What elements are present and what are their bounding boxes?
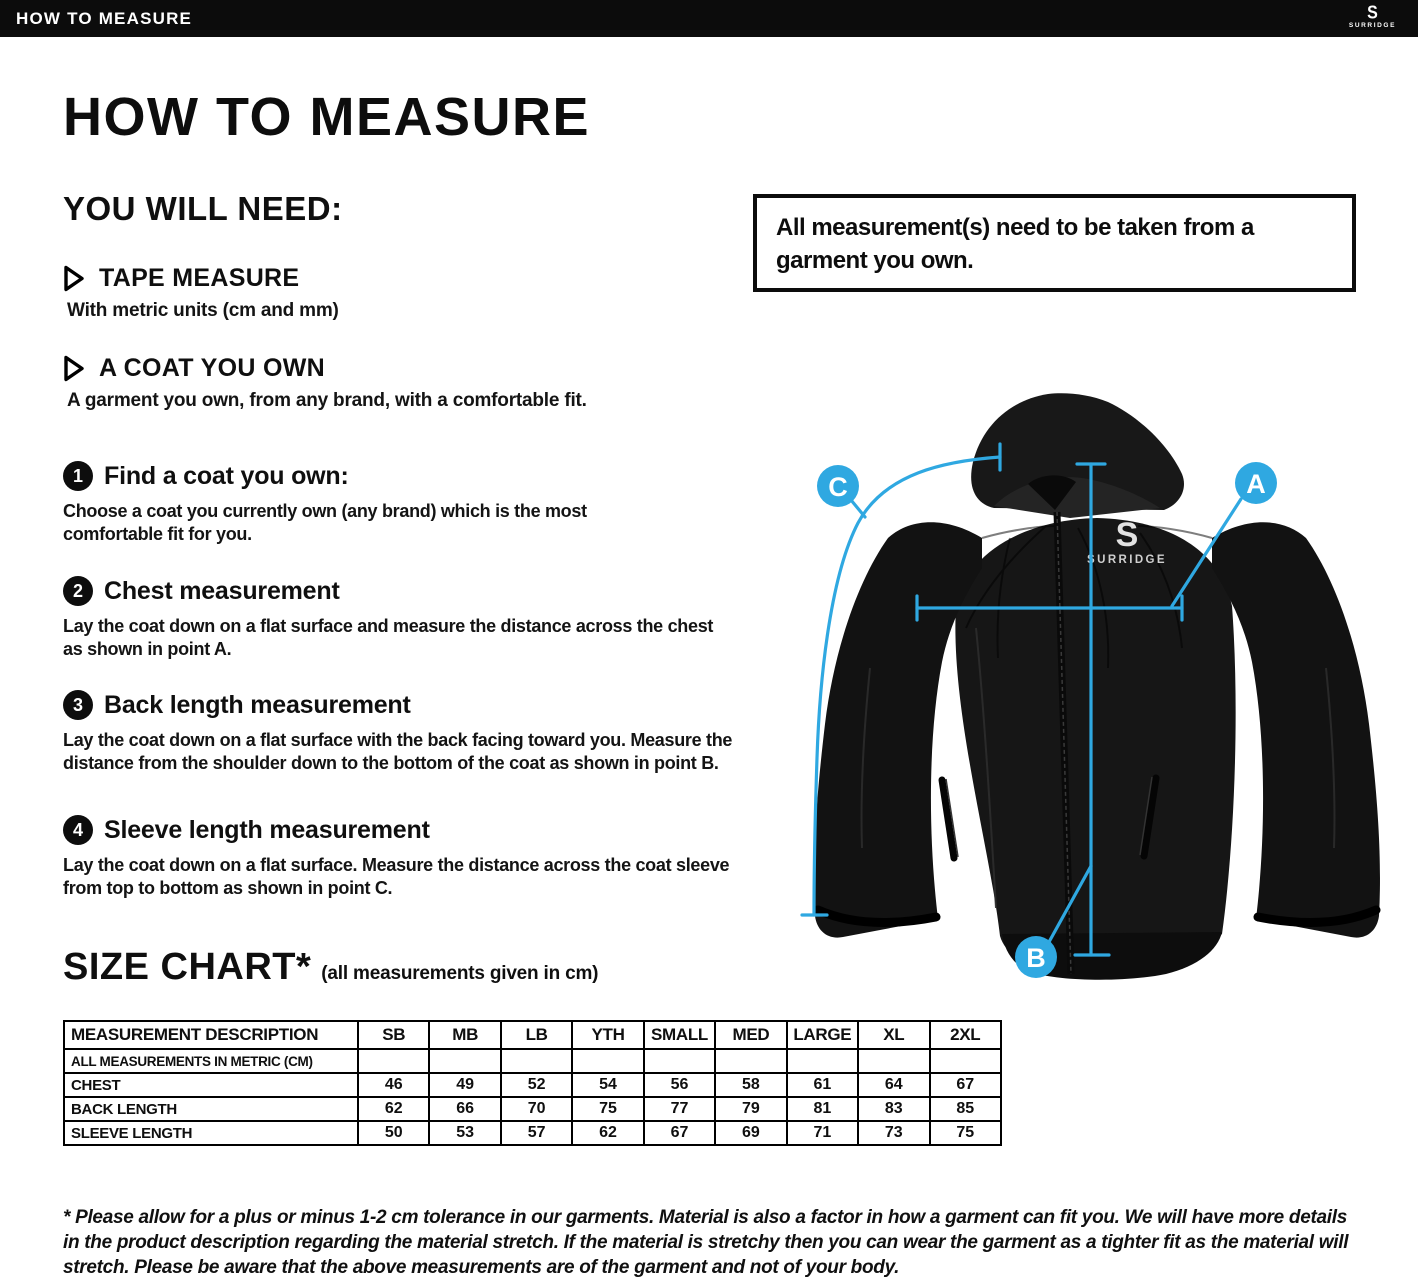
- size-value-cell: 66: [429, 1097, 500, 1121]
- size-chart-table: [63, 1020, 1002, 1146]
- step-number-badge: 3: [63, 690, 93, 720]
- size-value-cell: 83: [858, 1097, 929, 1121]
- row-label: CHEST: [64, 1073, 358, 1097]
- size-value-cell: [858, 1049, 929, 1073]
- size-value-cell: 50: [358, 1121, 429, 1145]
- size-value-cell: 62: [358, 1097, 429, 1121]
- garment-logo-text: SURRIDGE: [1087, 554, 1167, 566]
- size-value-cell: [358, 1049, 429, 1073]
- size-value-cell: 71: [787, 1121, 858, 1145]
- you-will-need-heading: YOU WILL NEED:: [63, 190, 343, 227]
- column-header-size: XL: [858, 1021, 929, 1049]
- size-chart-heading: [63, 946, 598, 989]
- size-value-cell: [644, 1049, 715, 1073]
- step-title: Back length measurement: [104, 690, 411, 719]
- size-value-cell: 61: [787, 1073, 858, 1097]
- top-bar: [0, 0, 1418, 37]
- need-item-description: With metric units (cm and mm): [67, 300, 339, 321]
- step-1: [63, 461, 663, 546]
- need-item-title: TAPE MEASURE: [99, 264, 300, 292]
- size-value-cell: 75: [572, 1097, 643, 1121]
- point-b-badge: [1015, 936, 1057, 978]
- size-value-cell: 58: [715, 1073, 786, 1097]
- size-value-cell: 67: [930, 1073, 1002, 1097]
- column-header-description: MEASUREMENT DESCRIPTION: [64, 1021, 358, 1049]
- footnote-text: * Please allow for a plus or minus 1-2 cm tolerance in our garments. Material is also a factor in how a garment can fit you. We will have more details in the product description regarding the material stretch. If the material is stretchy then you can wear the garment as a tighter fit as the material will stretch. Please be aware that the above measurements are of the garment and not of your body.: [63, 1207, 1349, 1278]
- step-number-badge: 2: [63, 576, 93, 606]
- step-body: Lay the coat down on a flat surface. Measure the distance across the coat sleeve from top to bottom as shown in point C.: [63, 855, 730, 898]
- size-value-cell: 57: [501, 1121, 572, 1145]
- size-chart-row: [64, 1049, 1001, 1073]
- step-body: Lay the coat down on a flat surface and measure the distance across the chest as shown in point A.: [63, 616, 714, 659]
- size-value-cell: [787, 1049, 858, 1073]
- column-header-size: SMALL: [644, 1021, 715, 1049]
- jacket-measurement-diagram: [770, 368, 1418, 1023]
- size-value-cell: 56: [644, 1073, 715, 1097]
- point-b-label: B: [1026, 943, 1046, 973]
- note-box: [753, 194, 1356, 292]
- column-header-size: LB: [501, 1021, 572, 1049]
- point-a-label: A: [1246, 469, 1266, 499]
- size-value-cell: [715, 1049, 786, 1073]
- size-value-cell: [930, 1049, 1002, 1073]
- row-label: BACK LENGTH: [64, 1097, 358, 1121]
- surridge-s-icon: S: [1367, 3, 1378, 24]
- size-value-cell: 53: [429, 1121, 500, 1145]
- size-value-cell: 73: [858, 1121, 929, 1145]
- page-title: HOW TO MEASURE: [63, 87, 591, 147]
- surridge-logo-text: SURRIDGE: [1348, 22, 1396, 30]
- step-number-badge: 1: [63, 461, 93, 491]
- size-chart-title: SIZE CHART*: [63, 946, 312, 988]
- column-header-size: MB: [429, 1021, 500, 1049]
- size-value-cell: 77: [644, 1097, 715, 1121]
- size-value-cell: 79: [715, 1097, 786, 1121]
- row-label: ALL MEASUREMENTS IN METRIC (CM): [64, 1049, 358, 1073]
- size-value-cell: 85: [930, 1097, 1002, 1121]
- step-2: [63, 576, 735, 661]
- step-title: Find a coat you own:: [104, 461, 349, 490]
- column-header-size: SB: [358, 1021, 429, 1049]
- point-a-badge: [1235, 462, 1277, 504]
- point-c-connector: [851, 500, 865, 517]
- size-value-cell: 70: [501, 1097, 572, 1121]
- size-chart-subtitle: (all measurements given in cm): [321, 963, 599, 984]
- step-3: [63, 690, 735, 775]
- size-chart-row: [64, 1121, 1001, 1145]
- step-title: Sleeve length measurement: [104, 815, 430, 844]
- step-number-badge: 4: [63, 815, 93, 845]
- column-header-size: LARGE: [787, 1021, 858, 1049]
- arrow-bullet-icon: [63, 265, 85, 292]
- need-item-description: A garment you own, from any brand, with a comfortable fit.: [67, 390, 587, 411]
- size-value-cell: 64: [858, 1073, 929, 1097]
- size-value-cell: [501, 1049, 572, 1073]
- arrow-bullet-icon: [63, 355, 85, 382]
- row-label: SLEEVE LENGTH: [64, 1121, 358, 1145]
- size-value-cell: 62: [572, 1121, 643, 1145]
- step-body: Lay the coat down on a flat surface with the back facing toward you. Measure the distance from the shoulder down to the bottom of the coat as shown in point B.: [63, 730, 733, 773]
- column-header-size: MED: [715, 1021, 786, 1049]
- size-value-cell: 49: [429, 1073, 500, 1097]
- column-header-size: YTH: [572, 1021, 643, 1049]
- column-header-size: 2XL: [930, 1021, 1002, 1049]
- garment-logo-mark: S: [1115, 516, 1139, 554]
- step-4: [63, 815, 735, 900]
- point-c-badge: [817, 465, 859, 507]
- top-bar-title: HOW TO MEASURE: [16, 8, 193, 28]
- size-value-cell: 46: [358, 1073, 429, 1097]
- size-value-cell: 52: [501, 1073, 572, 1097]
- size-value-cell: 69: [715, 1121, 786, 1145]
- size-value-cell: 67: [644, 1121, 715, 1145]
- size-value-cell: [429, 1049, 500, 1073]
- size-value-cell: [572, 1049, 643, 1073]
- size-value-cell: 81: [787, 1097, 858, 1121]
- need-item-title: A COAT YOU OWN: [99, 354, 325, 382]
- point-c-label: C: [828, 472, 848, 502]
- need-item-coat: [63, 354, 587, 412]
- surridge-logo: [1348, 3, 1396, 30]
- size-chart-row: [64, 1073, 1001, 1097]
- size-value-cell: 54: [572, 1073, 643, 1097]
- size-chart-row: [64, 1097, 1001, 1121]
- size-value-cell: 75: [930, 1121, 1002, 1145]
- step-body: Choose a coat you currently own (any brand) which is the most comfortable fit for you.: [63, 501, 587, 544]
- step-title: Chest measurement: [104, 576, 340, 605]
- need-item-tape-measure: [63, 264, 339, 322]
- note-text: All measurement(s) need to be taken from a garment you own.: [776, 214, 1254, 274]
- size-chart-header-row: [64, 1021, 1001, 1049]
